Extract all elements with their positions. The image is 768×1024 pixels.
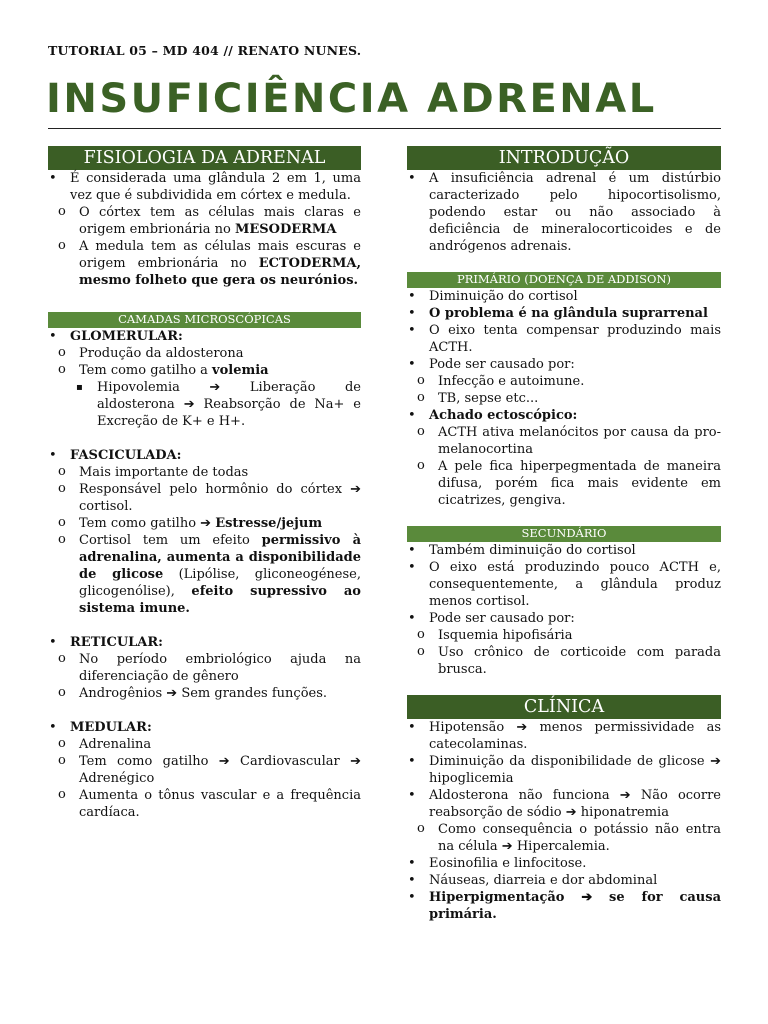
list-item: o Tem como gatilho ➔ Estresse/jejum <box>48 515 361 532</box>
list-item: o Uso crônico de corticoide com parada brusca. <box>407 644 721 678</box>
section-heading-clinica: CLÍNICA <box>407 695 721 719</box>
list-item: o Androgênios ➔ Sem grandes funções. <box>48 685 361 702</box>
list-item: • RETICULAR: <box>48 634 361 651</box>
document-tag: TUTORIAL 05 – MD 404 // RENATO NUNES. <box>48 43 362 58</box>
list-item: • A insuficiência adrenal é um distúrbio caracterizado pelo hipocortisolismo, podendo estar ou não associado à deficiência de mineralocorticoides e de andrógenos adrenais. <box>407 170 721 255</box>
camadas-reticular-list <box>48 634 361 702</box>
list-item: • GLOMERULAR: <box>48 328 361 345</box>
list-item: • Aldosterona não funciona ➔ Não ocorre reabsorção de sódio ➔ hiponatremia <box>407 787 721 821</box>
list-item: o TB, sepse etc... <box>407 390 721 407</box>
section-heading-camadas: CAMADAS MICROSCÓPICAS <box>48 312 361 328</box>
list-item: • Também diminuição do cortisol <box>407 542 721 559</box>
list-item: o Isquemia hipofisária <box>407 627 721 644</box>
right-column <box>407 146 721 923</box>
list-item: ▪ Hipovolemia ➔ Liberação de aldosterona ➔ Reabsorção de Na+ e Excreção de K+ e H+. <box>48 379 361 430</box>
list-item: • Diminuição do cortisol <box>407 288 721 305</box>
camadas-medular-list <box>48 719 361 821</box>
list-item: o Aumenta o tônus vascular e a frequência cardíaca. <box>48 787 361 821</box>
list-item: • FASCICULADA: <box>48 447 361 464</box>
list-item: o Mais importante de todas <box>48 464 361 481</box>
list-item: o Tem como gatilho ➔ Cardiovascular ➔ Adrenégico <box>48 753 361 787</box>
list-item: o Adrenalina <box>48 736 361 753</box>
list-item: • É considerada uma glândula 2 em 1, uma vez que é subdividida em córtex e medula. <box>48 170 361 204</box>
camadas-glomerular-list <box>48 328 361 430</box>
list-item: o ACTH ativa melanócitos por causa da pro-melanocortina <box>407 424 721 458</box>
list-item: • Hipotensão ➔ menos permissividade as catecolaminas. <box>407 719 721 753</box>
title-divider <box>48 128 721 129</box>
list-item: • Náuseas, diarreia e dor abdominal <box>407 872 721 889</box>
list-item: o Responsável pelo hormônio do córtex ➔ cortisol. <box>48 481 361 515</box>
list-item: • O problema é na glândula suprarrenal <box>407 305 721 322</box>
clinica-list <box>407 719 721 923</box>
list-item: • Diminuição da disponibilidade de glicose ➔ hipoglicemia <box>407 753 721 787</box>
list-item: o A medula tem as células mais escuras e origem embrionária no ECTODERMA, mesmo folheto que gera os neurónios. <box>48 238 361 289</box>
list-item: o Tem como gatilho a volemia <box>48 362 361 379</box>
list-item: o A pele fica hiperpegmentada de maneira difusa, porém fica mais evidente em cicatrizes, gengiva. <box>407 458 721 509</box>
section-heading-fisiologia: FISIOLOGIA DA ADRENAL <box>48 146 361 170</box>
page-title: INSUFICIÊNCIA ADRENAL <box>46 76 657 122</box>
introducao-list <box>407 170 721 255</box>
list-item: • Hiperpigmentação ➔ se for causa primária. <box>407 889 721 923</box>
section-heading-introducao: INTRODUÇÃO <box>407 146 721 170</box>
list-item: o Infecção e autoimune. <box>407 373 721 390</box>
secundario-list <box>407 542 721 678</box>
list-item: • Eosinofilia e linfocitose. <box>407 855 721 872</box>
list-item: • Pode ser causado por: <box>407 356 721 373</box>
list-item: • Achado ectoscópico: <box>407 407 721 424</box>
list-item: o O córtex tem as células mais claras e origem embrionária no MESODERMA <box>48 204 361 238</box>
section-heading-secundario: SECUNDÁRIO <box>407 526 721 542</box>
list-item: • MEDULAR: <box>48 719 361 736</box>
list-item: o Como consequência o potássio não entra na célula ➔ Hipercalemia. <box>407 821 721 855</box>
left-column <box>48 146 361 821</box>
list-item: • Pode ser causado por: <box>407 610 721 627</box>
fisiologia-list <box>48 170 361 289</box>
list-item: • O eixo tenta compensar produzindo mais ACTH. <box>407 322 721 356</box>
section-heading-primario: PRIMÁRIO (DOENÇA DE ADDISON) <box>407 272 721 288</box>
list-item: o Cortisol tem um efeito permissivo à adrenalina, aumenta a disponibilidade de glicose (Lipólise, gliconeogénese, glicogenólise), efeito supressivo ao sistema imune. <box>48 532 361 617</box>
list-item: o Produção da aldosterona <box>48 345 361 362</box>
camadas-fasciculada-list <box>48 447 361 617</box>
list-item: o No período embriológico ajuda na diferenciação de gênero <box>48 651 361 685</box>
list-item: • O eixo está produzindo pouco ACTH e, consequentemente, a glândula produz menos cortisol. <box>407 559 721 610</box>
primario-list <box>407 288 721 509</box>
